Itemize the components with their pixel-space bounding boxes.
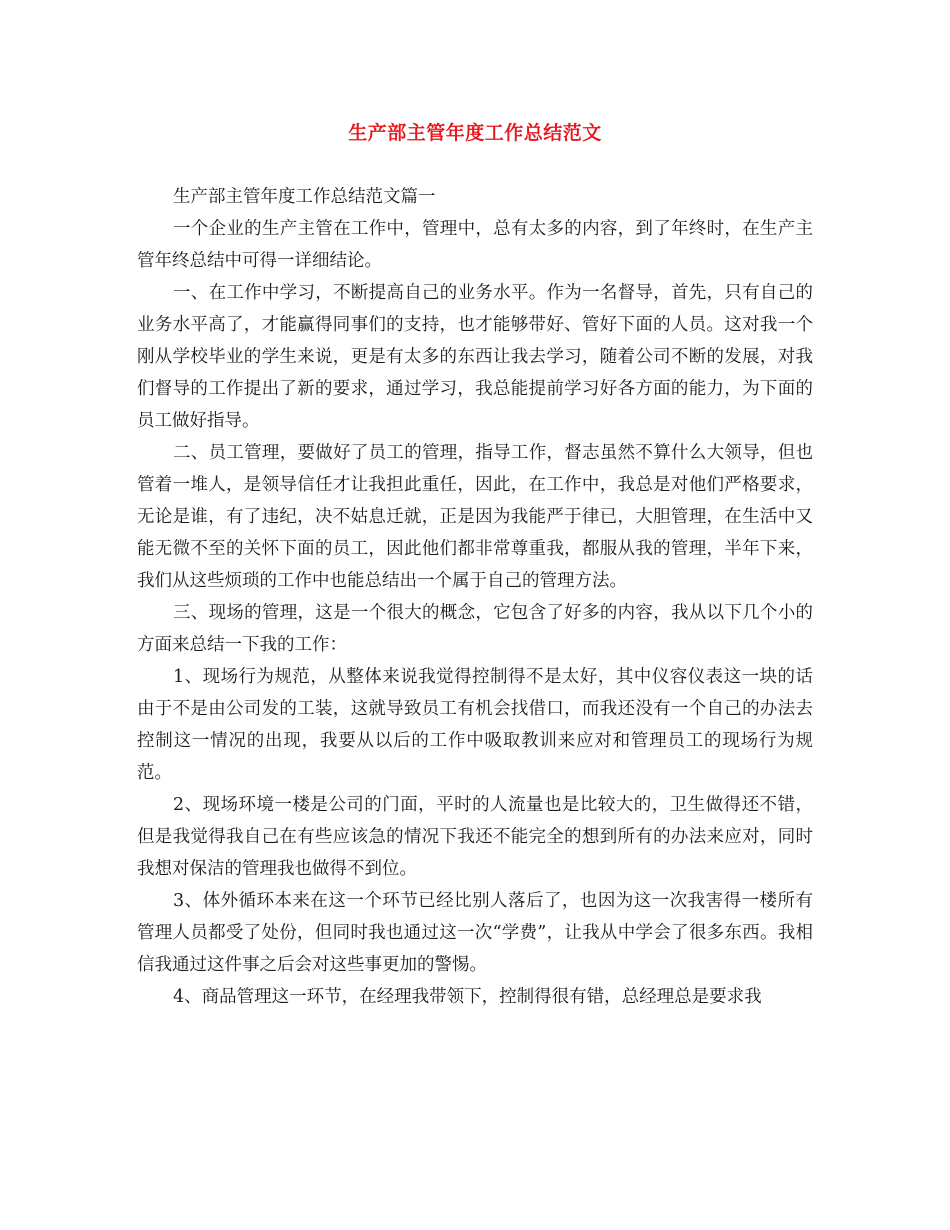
paragraph-section-1: 一、在工作中学习，不断提高自己的业务水平。作为一名督导，首先，只有自己的业务水平高了，才能赢得同事们的支持，也才能够带好、管好下面的人员。这对我一个刚从学校毕业的学生来说，更是有太多的东西让我去学习，随着公司不断的发展，对我们督导的工作提出了新的要求，通过学习，我总能提前学习好各方面的能力，为下面的员工做好指导。 [137, 283, 813, 431]
paragraph-item-1: 1、现场行为规范，从整体来说我觉得控制得不是太好，其中仪容仪表这一块的话由于不是由公司发的工装，这就导致员工有机会找借口，而我还没有一个自己的办法去控制这一情况的出现，我要从以后的工作中吸取教训来应对和管理员工的现场行为规范。 [137, 667, 813, 783]
paragraph-heading: 生产部主管年度工作总结范文篇一 [173, 187, 436, 207]
paragraph-item-2: 2、现场环境一楼是公司的门面，平时的人流量也是比较大的，卫生做得还不错，但是我觉得我自己在有些应该急的情况下我还不能完全的想到所有的办法来应对，同时我想对保洁的管理我也做得不到位。 [137, 795, 813, 879]
paragraph-intro: 一个企业的生产主管在工作中，管理中，总有太多的内容，到了年终时，在生产主管年终总结中可得一详细结论。 [137, 219, 813, 271]
paragraph-item-4: 4、商品管理这一环节，在经理我带领下，控制得很有错，总经理总是要求我 [173, 987, 762, 1007]
paragraph-section-3: 三、现场的管理，这是一个很大的概念，它包含了好多的内容，我从以下几个小的方面来总结一下我的工作： [137, 603, 813, 655]
document-body [137, 181, 813, 1013]
paragraph-item-3: 3、体外循环本来在这一个环节已经比别人落后了，也因为这一次我害得一楼所有管理人员都受了处份，但同时我也通过这一次“学费”，让我从中学会了很多东西。我相信我通过这件事之后会对这些事更加的警惕。 [137, 891, 813, 975]
paragraph-section-2: 二、员工管理，要做好了员工的管理，指导工作，督志虽然不算什么大领导，但也管着一堆人，是领导信任才让我担此重任，因此，在工作中，我总是对他们严格要求，无论是谁，有了违纪，决不姑息迁就，正是因为我能严于律已，大胆管理，在生活中又能无微不至的关怀下面的员工，因此他们都非常尊重我，都服从我的管理，半年下来，我们从这些烦琐的工作中也能总结出一个属于自己的管理方法。 [137, 443, 813, 591]
document-title: 生产部主管年度工作总结范文 [348, 122, 602, 144]
